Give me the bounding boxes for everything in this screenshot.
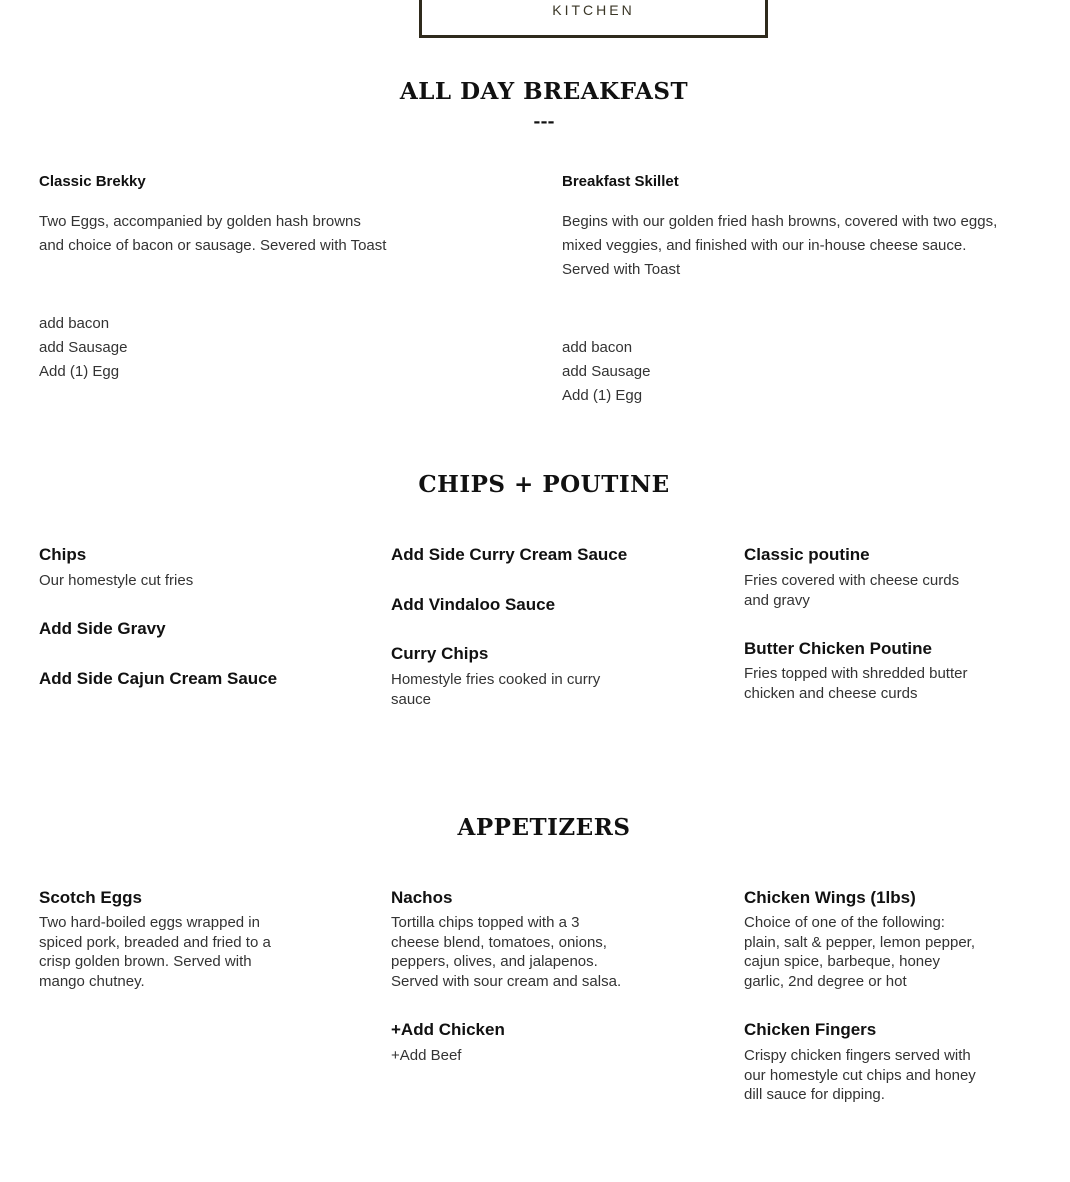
addon-line: add bacon — [562, 339, 633, 356]
menu-item-name: Classic Brekky — [39, 173, 146, 190]
menu-item-name: Add Side Cajun Cream Sauce — [39, 669, 278, 688]
menu-item-name: Chips — [39, 545, 87, 564]
menu-item-name: Curry Chips — [391, 644, 489, 663]
menu-item-description: Choice of one of the following: plain, salt & pepper, lemon pepper, cajun spice, barbeque, honey garlic, 2nd degree or hot — [744, 914, 975, 990]
menu-item-name: Butter Chicken Poutine — [744, 639, 932, 658]
menu-item-description: Crispy chicken fingers served with our homestyle cut chips and honey dill sauce for dipping. — [744, 1047, 976, 1104]
logo-text: KITCHEN — [552, 2, 635, 18]
section-divider: --- — [533, 112, 555, 132]
section-title-breakfast: ALL DAY BREAKFAST — [399, 78, 689, 105]
menu-item-name: Nachos — [391, 888, 453, 907]
addon-line: add Sausage — [562, 363, 651, 380]
menu-item-description: Two hard-boiled eggs wrapped in spiced pork, breaded and fried to a crisp golden brown. Served with mango chutney. — [39, 914, 271, 990]
menu-item-name: Chicken Fingers — [744, 1020, 877, 1039]
menu-item-name: Chicken Wings (1lbs) — [744, 888, 916, 907]
logo-frame — [419, 0, 768, 38]
menu-item-addons — [562, 336, 650, 408]
menu-item-name: Scotch Eggs — [39, 888, 142, 907]
menu-item-name: Add Vindaloo Sauce — [391, 595, 556, 614]
menu-item-description: Tortilla chips topped with a 3 cheese blend, tomatoes, onions, peppers, olives, and jalapenos. Served with sour cream and salsa. — [391, 914, 622, 990]
addon-line: Add (1) Egg — [562, 387, 643, 404]
menu-item-description: Begins with our golden fried hash browns, covered with two eggs, mixed veggies, and finished with our in-house cheese sauce. Served with Toast — [562, 213, 998, 278]
section-title-appetizers: APPETIZERS — [457, 814, 631, 841]
menu-item-name: Classic poutine — [744, 545, 870, 564]
menu-item-description: Two Eggs, accompanied by golden hash browns and choice of bacon or sausage. Severed with Toast — [39, 213, 387, 254]
menu-item-description: +Add Beef — [391, 1047, 462, 1064]
menu-item-name: Add Side Gravy — [39, 619, 166, 638]
menu-item-name: Breakfast Skillet — [562, 173, 679, 190]
menu-item-description: Our homestyle cut fries — [39, 572, 194, 589]
addon-line: Add (1) Egg — [39, 363, 120, 380]
menu-item-description: Fries covered with cheese curds and gravy — [744, 572, 960, 609]
menu-item-name: +Add Chicken — [391, 1020, 505, 1039]
menu-item-description: Fries topped with shredded butter chicken and cheese curds — [744, 665, 968, 702]
section-title-chips: CHIPS + POUTINE — [418, 471, 670, 498]
addon-line: add bacon — [39, 315, 110, 332]
menu-item-name: Add Side Curry Cream Sauce — [391, 545, 628, 564]
menu-item-description: Homestyle fries cooked in curry sauce — [391, 671, 601, 708]
addon-line: add Sausage — [39, 339, 128, 356]
menu-item-addons — [39, 312, 127, 384]
